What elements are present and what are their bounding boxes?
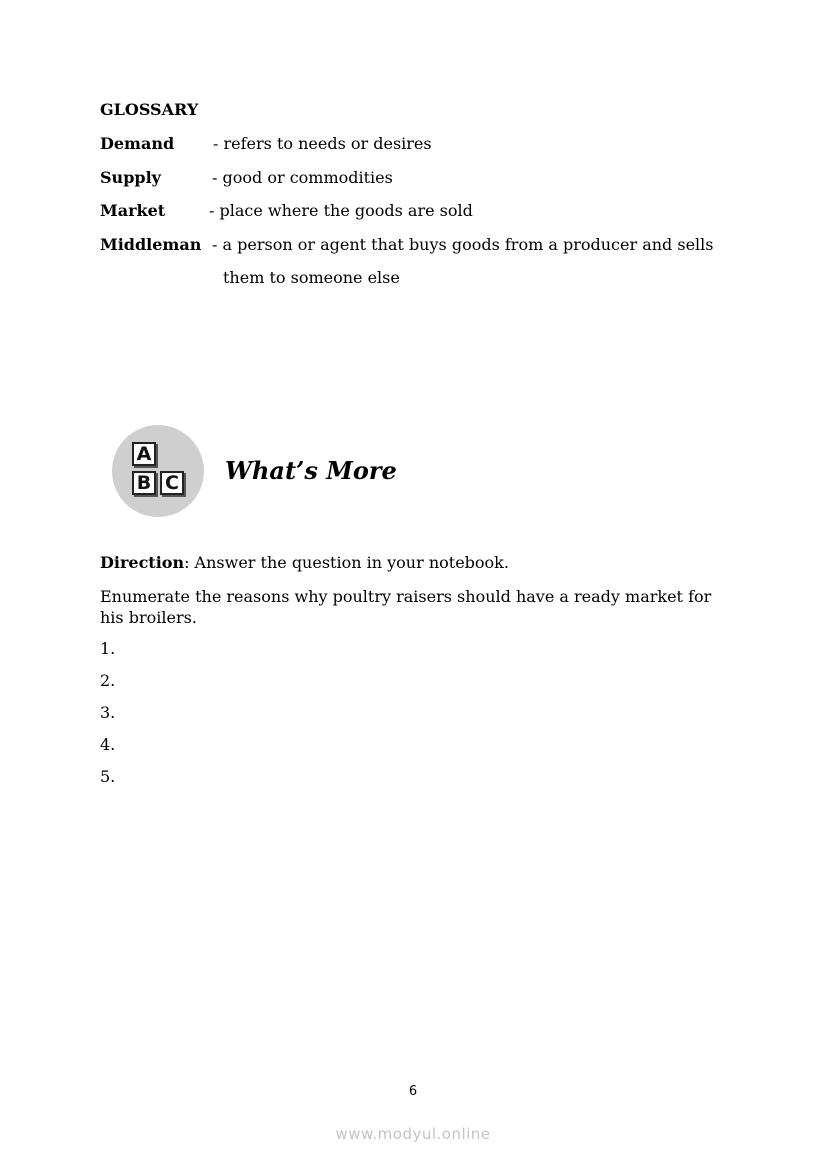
block-a: A — [132, 442, 156, 466]
block-c: C — [160, 471, 184, 495]
glossary-definition-market: - place where the goods are sold — [209, 201, 473, 220]
abc-blocks-icon — [112, 425, 204, 517]
block-b: B — [132, 471, 156, 495]
section-title: What’s More — [225, 456, 397, 485]
direction-text: : Answer the question in your notebook. — [184, 553, 509, 572]
glossary-definition-demand: - refers to needs or desires — [213, 134, 432, 153]
answer-number-4: 4. — [100, 735, 116, 754]
answer-number-1: 1. — [100, 639, 116, 658]
glossary-term-market: Market — [100, 201, 166, 220]
page-number: 6 — [408, 1084, 418, 1099]
glossary-definition-middleman: - a person or agent that buys goods from a producer and sells — [212, 235, 714, 254]
glossary-term-middleman: Middleman — [100, 235, 202, 254]
watermark: www.modyul.online — [335, 1125, 491, 1143]
glossary-term-demand: Demand — [100, 134, 175, 153]
glossary-definition-middleman-continued: them to someone else — [223, 268, 400, 287]
glossary-definition-supply: - good or commodities — [212, 168, 393, 187]
glossary-term-supply: Supply — [100, 168, 161, 187]
direction-line — [100, 553, 509, 573]
answer-number-2: 2. — [100, 671, 116, 690]
glossary-title: GLOSSARY — [100, 100, 199, 119]
direction-label: Direction — [100, 553, 185, 572]
answer-number-3: 3. — [100, 703, 116, 722]
answer-number-5: 5. — [100, 767, 116, 786]
question-text: Enumerate the reasons why poultry raisers should have a ready market for his broilers. — [100, 587, 712, 627]
